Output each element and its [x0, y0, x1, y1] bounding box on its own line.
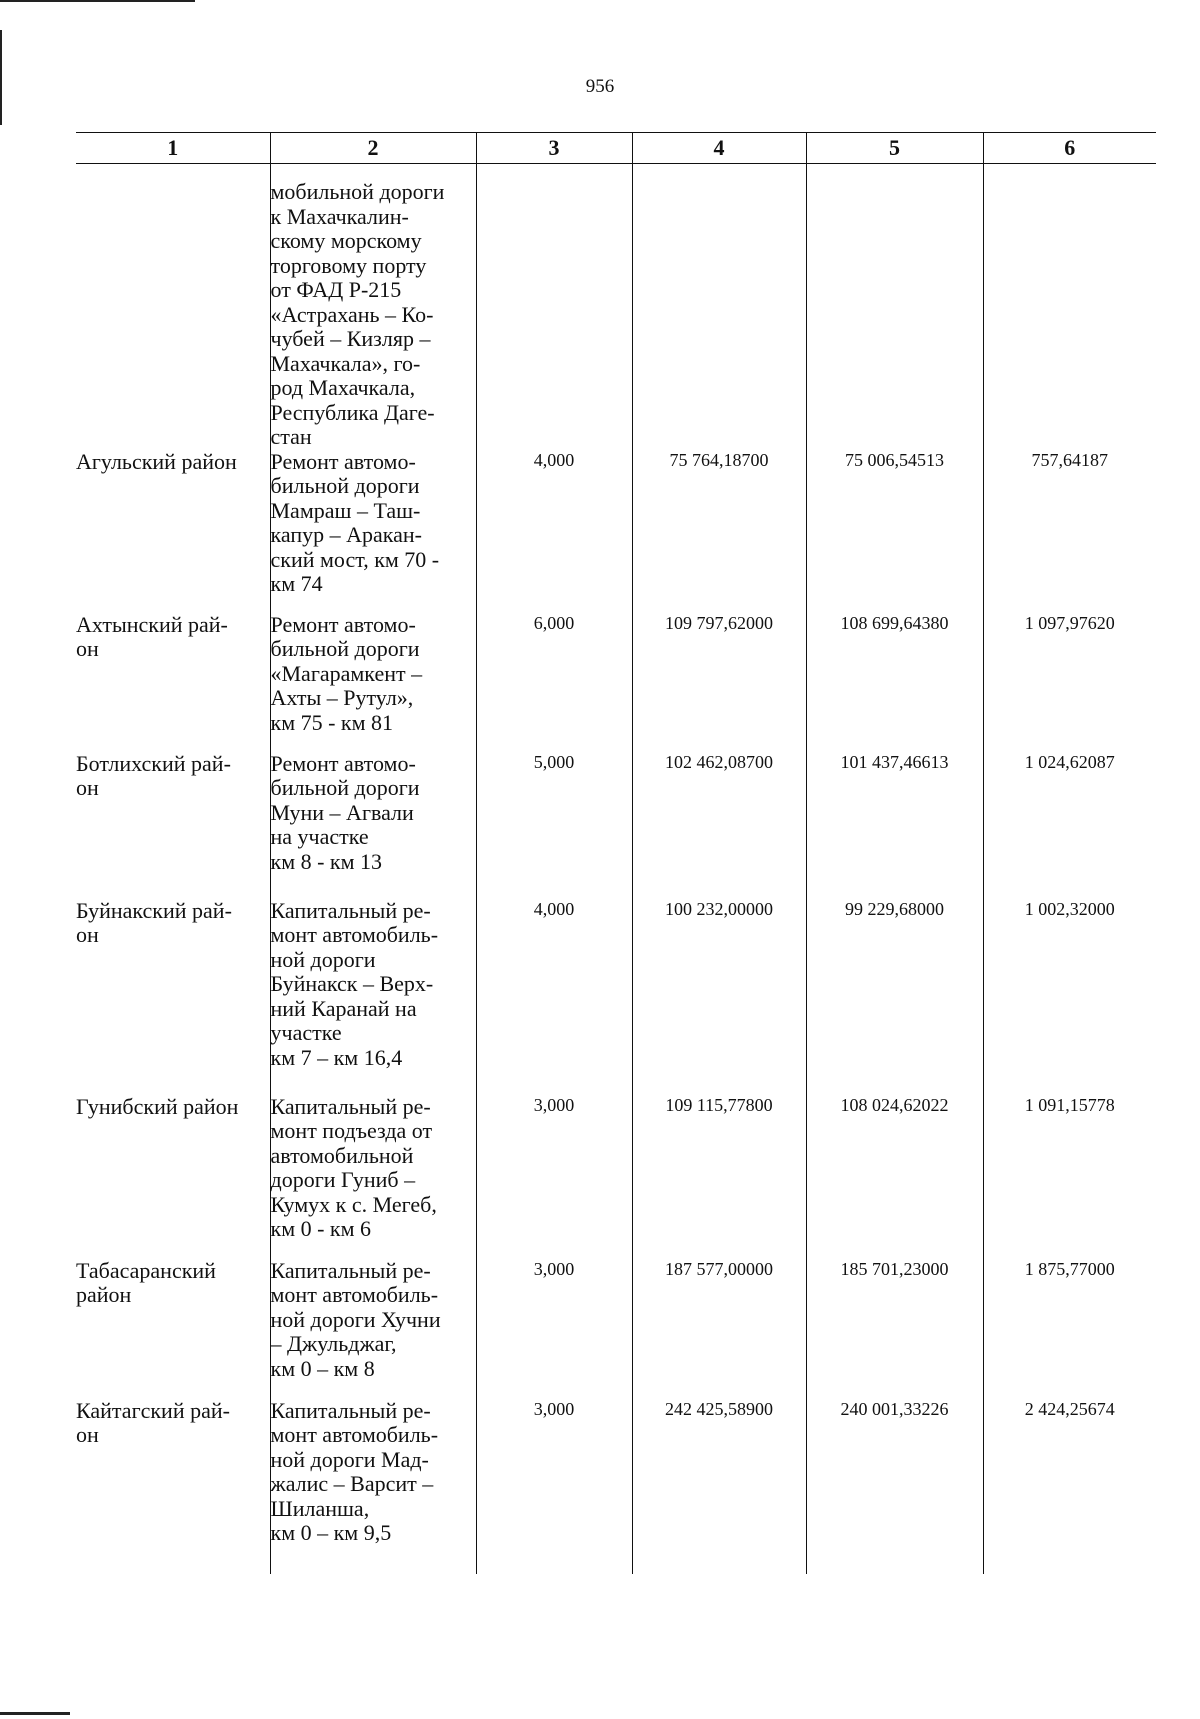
district-cell: Кайтагский рай- он	[76, 1397, 230, 1447]
column-header-2: 2	[270, 133, 476, 164]
table-row	[76, 1259, 1156, 1399]
federal-share-cell	[806, 164, 983, 450]
regional-share-cell	[983, 164, 1156, 450]
column-header-3: 3	[476, 133, 632, 164]
description-cell: Ремонт автомо- бильной дороги «Магарамкент – Ахты – Рутул», км 75 - км 81	[270, 613, 476, 752]
total-cost-cell: 102 462,08700	[632, 752, 806, 899]
regional-share-cell: 1 097,97620	[983, 613, 1156, 752]
regional-share-cell: 2 424,25674	[983, 1399, 1156, 1574]
total-cost-cell: 75 764,18700	[632, 450, 806, 613]
description-cell: Капитальный ре- монт автомобиль- ной дороги Хучни – Джульджаг, км 0 – км 8	[270, 1259, 476, 1399]
length-cell: 5,000	[476, 752, 632, 899]
total-cost-cell: 109 797,62000	[632, 613, 806, 752]
table-row	[76, 1095, 1156, 1259]
column-header-6: 6	[983, 133, 1156, 164]
total-cost-cell: 242 425,58900	[632, 1399, 806, 1574]
length-cell: 6,000	[476, 613, 632, 752]
federal-share-cell: 185 701,23000	[806, 1259, 983, 1399]
description-cell: Ремонт автомо- бильной дороги Мамраш – Таш- капур – Аракан- ский мост, км 70 - км 74	[270, 450, 476, 613]
district-cell: Буйнакский рай- он	[76, 897, 232, 947]
table-row	[76, 613, 1156, 752]
total-cost-cell: 100 232,00000	[632, 899, 806, 1095]
budget-table	[76, 132, 1156, 1574]
column-header-4: 4	[632, 133, 806, 164]
district-cell: Ахтынский рай- он	[76, 611, 228, 661]
federal-share-cell: 108 699,64380	[806, 613, 983, 752]
description-cell: мобильной дороги к Махачкалин- скому морскому торговому порту от ФАД Р-215 «Астрахань – Ко- чубей – Кизляр – Махачкала», го- род Махачкала, Республика Даге- стан	[270, 164, 476, 450]
length-cell	[476, 164, 632, 450]
district-cell: Ботлихский рай- он	[76, 750, 231, 800]
description-cell: Капитальный ре- монт подъезда от автомобильной дороги Гуниб – Кумух к с. Мегеб, км 0 - км 6	[270, 1095, 476, 1259]
description-cell: Капитальный ре- монт автомобиль- ной дороги Буйнакск – Верх- ний Каранай на участке км 7 – км 16,4	[270, 899, 476, 1095]
table-row	[76, 164, 1156, 450]
regional-share-cell: 1 002,32000	[983, 899, 1156, 1095]
table-row	[76, 752, 1156, 899]
description-cell: Ремонт автомо- бильной дороги Муни – Агвали на участке км 8 - км 13	[270, 752, 476, 899]
table-row	[76, 450, 1156, 613]
table-row	[76, 1399, 1156, 1574]
length-cell: 3,000	[476, 1259, 632, 1399]
table-row	[76, 899, 1156, 1095]
district-cell: Гунибский район	[76, 1093, 239, 1119]
district-cell: Агульский район	[76, 448, 237, 474]
length-cell: 4,000	[476, 450, 632, 613]
length-cell: 3,000	[476, 1095, 632, 1259]
district-cell	[76, 164, 270, 450]
federal-share-cell: 99 229,68000	[806, 899, 983, 1095]
page-number: 956	[585, 76, 615, 97]
scan-edge-mark-bottom	[0, 1712, 70, 1715]
length-cell: 4,000	[476, 899, 632, 1095]
total-cost-cell: 109 115,77800	[632, 1095, 806, 1259]
table-header	[76, 133, 1156, 164]
scan-edge-mark-top	[0, 0, 195, 2]
federal-share-cell: 75 006,54513	[806, 450, 983, 613]
regional-share-cell: 1 875,77000	[983, 1259, 1156, 1399]
federal-share-cell: 101 437,46613	[806, 752, 983, 899]
description-cell: Капитальный ре- монт автомобиль- ной дороги Мад- жалис – Варсит – Шиланша, км 0 – км 9,5	[270, 1399, 476, 1574]
header-row	[76, 133, 1156, 164]
table-body	[76, 164, 1156, 1574]
column-header-1: 1	[76, 133, 270, 164]
regional-share-cell: 757,64187	[983, 450, 1156, 613]
length-cell: 3,000	[476, 1399, 632, 1574]
regional-share-cell: 1 024,62087	[983, 752, 1156, 899]
total-cost-cell	[632, 164, 806, 450]
district-cell: Табасаранский район	[76, 1257, 216, 1307]
federal-share-cell: 108 024,62022	[806, 1095, 983, 1259]
federal-share-cell: 240 001,33226	[806, 1399, 983, 1574]
column-header-5: 5	[806, 133, 983, 164]
regional-share-cell: 1 091,15778	[983, 1095, 1156, 1259]
total-cost-cell: 187 577,00000	[632, 1259, 806, 1399]
